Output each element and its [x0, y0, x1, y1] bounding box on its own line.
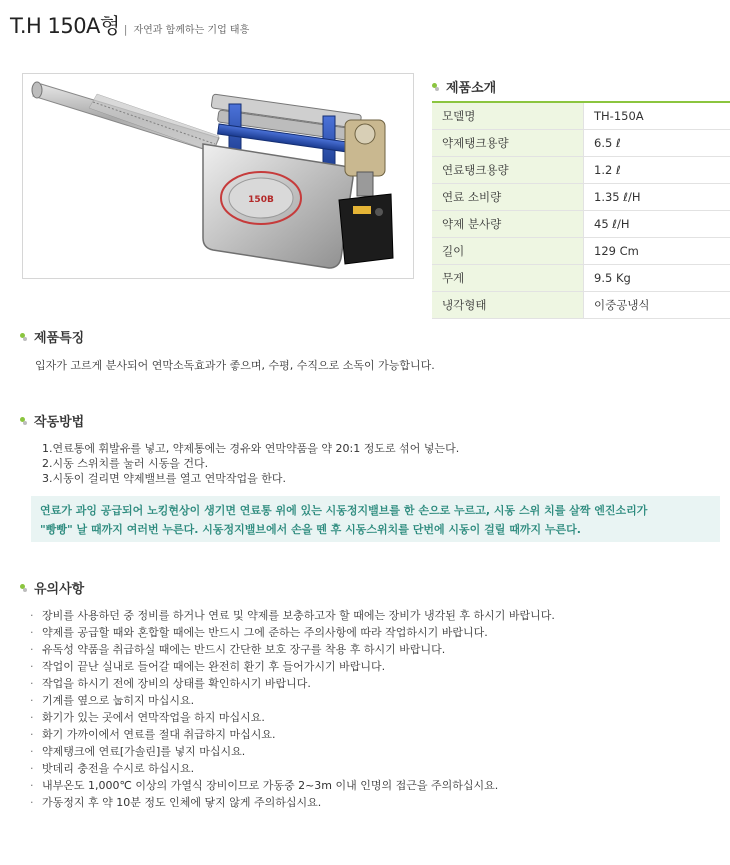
page-header — [10, 10, 249, 36]
caution-bullet-icon: · — [30, 745, 34, 758]
operation-steps — [42, 441, 459, 486]
caution-text: 가동정지 후 약 10분 정도 인체에 닿지 않게 주의하십시요. — [42, 796, 322, 809]
caution-bullet-icon: · — [30, 728, 34, 741]
caution-text: 내부온도 1,000℃ 이상의 가열식 장비이므로 가동중 2~3m 이내 인명의 접근을 주의하십시요. — [42, 779, 499, 792]
section-bullet-icon — [20, 333, 28, 341]
caution-text: 밧데리 충전을 수시로 하십시요. — [42, 762, 195, 775]
section-title-operation: 작동방법 — [20, 411, 84, 430]
barrel-tube — [32, 82, 219, 152]
caution-item — [30, 726, 555, 743]
spec-label: 냉각형태 — [432, 292, 584, 319]
spec-row — [432, 238, 730, 265]
spec-label: 연료 소비량 — [432, 184, 584, 211]
caution-bullet-icon: · — [30, 711, 34, 724]
fogging-machine-illustration — [23, 74, 413, 278]
spec-row — [432, 211, 730, 238]
spec-value: 45 ℓ/H — [584, 211, 730, 238]
spec-row — [432, 265, 730, 292]
caution-text: 유독성 약품을 취급하실 때에는 반드시 간단한 보호 장구를 착용 후 하시기 바랍니다. — [42, 643, 446, 656]
caution-text: 장비를 사용하던 중 정비를 하거나 연료 및 약제를 보충하고자 할 때에는 장비가 냉각된 후 하시기 바랍니다. — [42, 609, 555, 622]
section-title-features: 제품특징 — [20, 327, 84, 346]
caution-bullet-icon: · — [30, 779, 34, 792]
caution-bullet-icon: · — [30, 677, 34, 690]
spec-label: 약제 분사량 — [432, 211, 584, 238]
caution-item — [30, 692, 555, 709]
spec-value: 1.2 ℓ — [584, 157, 730, 184]
caution-text: 화기 가까이에서 연료를 절대 취급하지 마십시요. — [42, 728, 276, 741]
spec-row — [432, 130, 730, 157]
spec-row — [432, 157, 730, 184]
spec-table — [432, 101, 730, 319]
caution-text: 약제탱크에 연료[가솔린]를 넣지 마십시요. — [42, 745, 246, 758]
caution-bullet-icon: · — [30, 694, 34, 707]
caution-text: 약제를 공급할 때와 혼합할 때에는 반드시 그에 준하는 주의사항에 따라 작업하시기 바랍니다. — [42, 626, 488, 639]
caution-bullet-icon: · — [30, 660, 34, 673]
caution-item — [30, 760, 555, 777]
section-bullet-icon — [20, 417, 28, 425]
caution-item — [30, 777, 555, 794]
caution-bullet-icon: · — [30, 626, 34, 639]
section-bullet-icon — [20, 584, 28, 592]
spec-value: 129 Cm — [584, 238, 730, 265]
caution-text: 화기가 있는 곳에서 연막작업을 하지 마십시요. — [42, 711, 265, 724]
caution-bullet-icon: · — [30, 762, 34, 775]
page-subtitle: 자연과 함께하는 기업 태흥 — [133, 25, 250, 36]
caution-item — [30, 794, 555, 811]
features-text: 입자가 고르게 분사되어 연막소독효과가 좋으며, 수평, 수직으로 소독이 가능합니다. — [35, 359, 435, 372]
spec-label: 약제탱크용량 — [432, 130, 584, 157]
caution-text: 작업을 하시기 전에 장비의 상태를 확인하시기 바랍니다. — [42, 677, 311, 690]
page-title: T.H 150A형 — [10, 14, 120, 38]
spec-row — [432, 102, 730, 130]
section-title-cautions: 유의사항 — [20, 578, 84, 597]
caution-text: 작업이 끝난 실내로 들어갈 때에는 완전히 환기 후 들어가시기 바랍니다. — [42, 660, 386, 673]
operation-note-box — [31, 496, 720, 542]
product-photo — [22, 73, 414, 279]
title-divider: | — [123, 23, 128, 36]
operation-note-line: 연료가 과잉 공급되어 노킹현상이 생기면 연료통 위에 있는 시동정지밸브를 한 손으로 누르고, 시동 스위 치를 살짝 엔진소리가 — [40, 504, 648, 517]
caution-item — [30, 641, 555, 658]
spec-value: 1.35 ℓ/H — [584, 184, 730, 211]
operation-step: 1.연료통에 휘발유를 넣고, 약제통에는 경유와 연막약품을 약 20:1 정도로 섞어 넣는다. — [42, 442, 460, 455]
operation-step: 3.시동이 걸리면 약제밸브를 열고 연막작업을 한다. — [42, 472, 286, 485]
section-title-product: 제품소개 — [432, 77, 496, 96]
operation-note-line: "빵빵" 날 때까지 여러번 누른다. 시동정지밸브에서 손을 뗀 후 시동스위치를 단번에 시동이 걸릴 때까지 누른다. — [40, 523, 581, 536]
caution-item — [30, 658, 555, 675]
tank-plate-label: 150B — [248, 195, 274, 205]
caution-item — [30, 624, 555, 641]
section-bullet-icon — [432, 83, 440, 91]
spec-label: 연료탱크용량 — [432, 157, 584, 184]
spec-row — [432, 184, 730, 211]
spec-row — [432, 292, 730, 319]
caution-bullet-icon: · — [30, 609, 34, 622]
caution-item — [30, 743, 555, 760]
caution-bullet-icon: · — [30, 643, 34, 656]
caution-item — [30, 709, 555, 726]
caution-item — [30, 675, 555, 692]
spec-value: 이중공냉식 — [584, 292, 730, 319]
caution-bullet-icon: · — [30, 796, 34, 809]
spec-value: 9.5 Kg — [584, 265, 730, 292]
operation-step: 2.시동 스위치를 눌러 시동을 건다. — [42, 457, 209, 470]
caution-text: 기계를 옆으로 눕히지 마십시요. — [42, 694, 195, 707]
spec-label: 무게 — [432, 265, 584, 292]
battery-box — [339, 194, 393, 264]
spec-label: 길이 — [432, 238, 584, 265]
spec-value: TH-150A — [584, 102, 730, 130]
caution-list — [30, 607, 555, 811]
spec-value: 6.5 ℓ — [584, 130, 730, 157]
spec-label: 모델명 — [432, 102, 584, 130]
caution-item — [30, 607, 555, 624]
